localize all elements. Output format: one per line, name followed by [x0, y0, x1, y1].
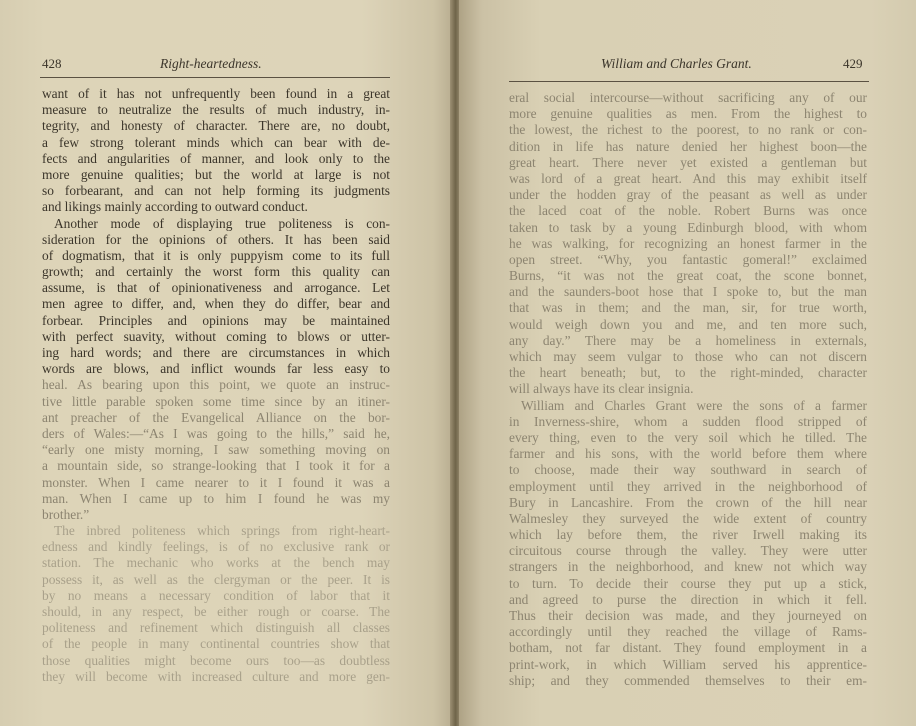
text-line: those qualities might become ours too—as doubtless: [42, 652, 390, 668]
text-line: forbear. Principles and opinions may be maintained: [42, 312, 390, 328]
text-line: by no means a necessary condition of labor that it: [42, 587, 390, 603]
right-header-rule: [509, 81, 869, 82]
text-line: in Inverness-shire, whom a sudden flood stripped of: [509, 413, 867, 429]
text-line: strangers in the neighborhood, and knew not which way: [509, 559, 867, 575]
text-line: politeness and refinement which distinguish all classes: [42, 620, 390, 636]
text-line: and likings mainly according to outward conduct.: [42, 199, 308, 215]
text-line: want of it has not unfrequently been found in a great: [42, 86, 390, 101]
text-line: the laced coat of the noble. Robert Burns was once: [509, 203, 867, 219]
text-line: Another mode of displaying true politeness is con-: [54, 215, 390, 231]
text-line: that was in them; and the man, sir, for true worth,: [509, 300, 867, 316]
text-line: sideration for the opinions of others. It has been said: [42, 231, 390, 247]
text-line: he was walking, for recognizing an honest farmer in the: [509, 235, 867, 251]
text-line: ship; and they commended themselves to their em-: [509, 672, 867, 688]
text-line: “early one misty morning, I saw something moving on: [42, 442, 390, 458]
left-page-number: 428: [42, 56, 62, 71]
text-line: brother.”: [42, 506, 90, 522]
text-line: they will become with increased culture and more gen-: [42, 668, 390, 684]
left-page: [0, 0, 452, 726]
text-line: Walmesley they surveyed the wide extent of country: [509, 510, 867, 526]
text-line: heal. As bearing upon this point, we quote an instruc-: [42, 377, 390, 393]
text-line: ing hard words; and there are circumstances in which: [42, 345, 390, 360]
text-line: print-work, in which William served his apprentice-: [509, 656, 867, 672]
text-line: which lay before them, the river Irwell making its: [509, 527, 867, 543]
text-line: taken to task by a young Edinburgh blood, with whom: [509, 219, 867, 235]
text-line: was lord of a great heart. And this may exhibit itself: [509, 170, 867, 186]
text-line: growth; and certainly the worst form this quality can: [42, 264, 390, 280]
text-line: The inbred politeness which springs from right-heart-: [54, 523, 390, 539]
text-line: more genuine qualities as men. From the highest to: [509, 106, 867, 122]
text-line: assume, is that of opinionativeness and arrogance. Let: [42, 280, 390, 296]
text-line: dition in life has nature denied her highest boon—the: [509, 138, 867, 154]
text-line: would weigh down you and me, and ten more such,: [509, 316, 867, 332]
text-line: to turn. To decide their course they put up a stick,: [509, 575, 867, 591]
text-line: a mountain side, so strange-looking that I took it for a: [42, 458, 390, 474]
text-line: Burns, “it was not the great coat, the scone bonnet,: [509, 268, 867, 284]
text-line: monster. When I came nearer to it I found it was a: [42, 474, 390, 490]
left-running-head: Right-heartedness.: [160, 56, 262, 71]
text-line: William and Charles Grant were the sons of a farmer: [521, 397, 867, 413]
text-line: employment until they arrived in the neighborhood of: [509, 478, 867, 494]
right-running-head: William and Charles Grant.: [601, 56, 752, 71]
text-line: a few strong tolerant minds which can bear with de-: [42, 134, 390, 150]
right-page: [459, 0, 916, 726]
text-line: the heart beneath; but, to the right-minded, character: [509, 365, 867, 381]
text-line: station. The mechanic who works at the bench may: [42, 555, 390, 571]
text-line: should, in any respect, be either rough or coarse. The: [42, 604, 390, 619]
text-line: every thing, even to the very soil which he tilled. The: [509, 429, 867, 445]
text-line: tegrity, and honesty of character. There are, no doubt,: [42, 118, 390, 134]
text-line: edness and kindly feelings, is of no exclusive rank or: [42, 539, 390, 555]
text-line: the lowest, the richest to the poorest, to no rank or con-: [509, 122, 867, 138]
text-line: fects and angularities of manner, and look only to the: [42, 150, 390, 166]
text-line: accordingly until they reached the village of Rams-: [509, 624, 867, 640]
text-line: ant preacher of the Evangelical Alliance on the bor-: [42, 409, 390, 425]
left-body-text: [42, 86, 390, 685]
right-body-text: [509, 90, 867, 689]
text-line: so forbearant, and can not help forming its judgments: [42, 183, 390, 199]
text-line: under the hodden gray of the peasant as well as under: [509, 187, 867, 203]
text-line: possess it, as well as the clergyman or the peer. It is: [42, 571, 390, 587]
text-line: Bury in Lancashire. From the crown of the hill near: [509, 494, 867, 510]
text-line: Thus their decision was made, and they journeyed on: [509, 608, 867, 623]
text-line: with perfect suavity, without coming to blows or utter-: [42, 328, 390, 344]
text-line: any day.” There may be a homeliness in externals,: [509, 332, 867, 348]
text-line: great heart. There never yet existed a gentleman but: [509, 154, 867, 170]
text-line: eral social intercourse—without sacrificing any of our: [509, 90, 867, 105]
text-line: and the saunders-boot hose that I spoke to, but the man: [509, 284, 867, 300]
text-line: will always have its clear insignia.: [509, 381, 694, 397]
text-line: and agreed to purse the direction in which it fell.: [509, 591, 867, 607]
text-line: open street. “Why, you fantastic gomeral!” exclaimed: [509, 251, 867, 267]
text-line: of the people in many continental countries show that: [42, 636, 390, 652]
text-line: botham, not far distant. They found employment in a: [509, 640, 867, 656]
text-line: farmer and his sons, with the world before them where: [509, 446, 867, 462]
text-line: of dogmatism, that it is only puppyism come to its full: [42, 247, 390, 263]
text-line: circuitous course through the valley. They were utter: [509, 543, 867, 559]
text-line: tive little parable spoken some time since by an itiner-: [42, 393, 390, 409]
right-page-number: 429: [843, 56, 863, 71]
text-line: man. When I came up to him I found he was my: [42, 490, 390, 506]
text-line: to choose, made their way southward in search of: [509, 462, 867, 478]
text-line: measure to neutralize the results of much industry, in-: [42, 102, 390, 118]
left-header-rule: [40, 77, 390, 78]
text-line: men agree to differ, and, when they do differ, bear and: [42, 296, 390, 312]
text-line: words are blows, and inflict wounds far less easy to: [42, 361, 390, 377]
text-line: more genuine qualities; but the world at large is not: [42, 166, 390, 182]
text-line: which may seem vulgar to those who can not discern: [509, 349, 867, 364]
text-line: ders of Wales:—“As I was going to the hills,” said he,: [42, 425, 390, 441]
